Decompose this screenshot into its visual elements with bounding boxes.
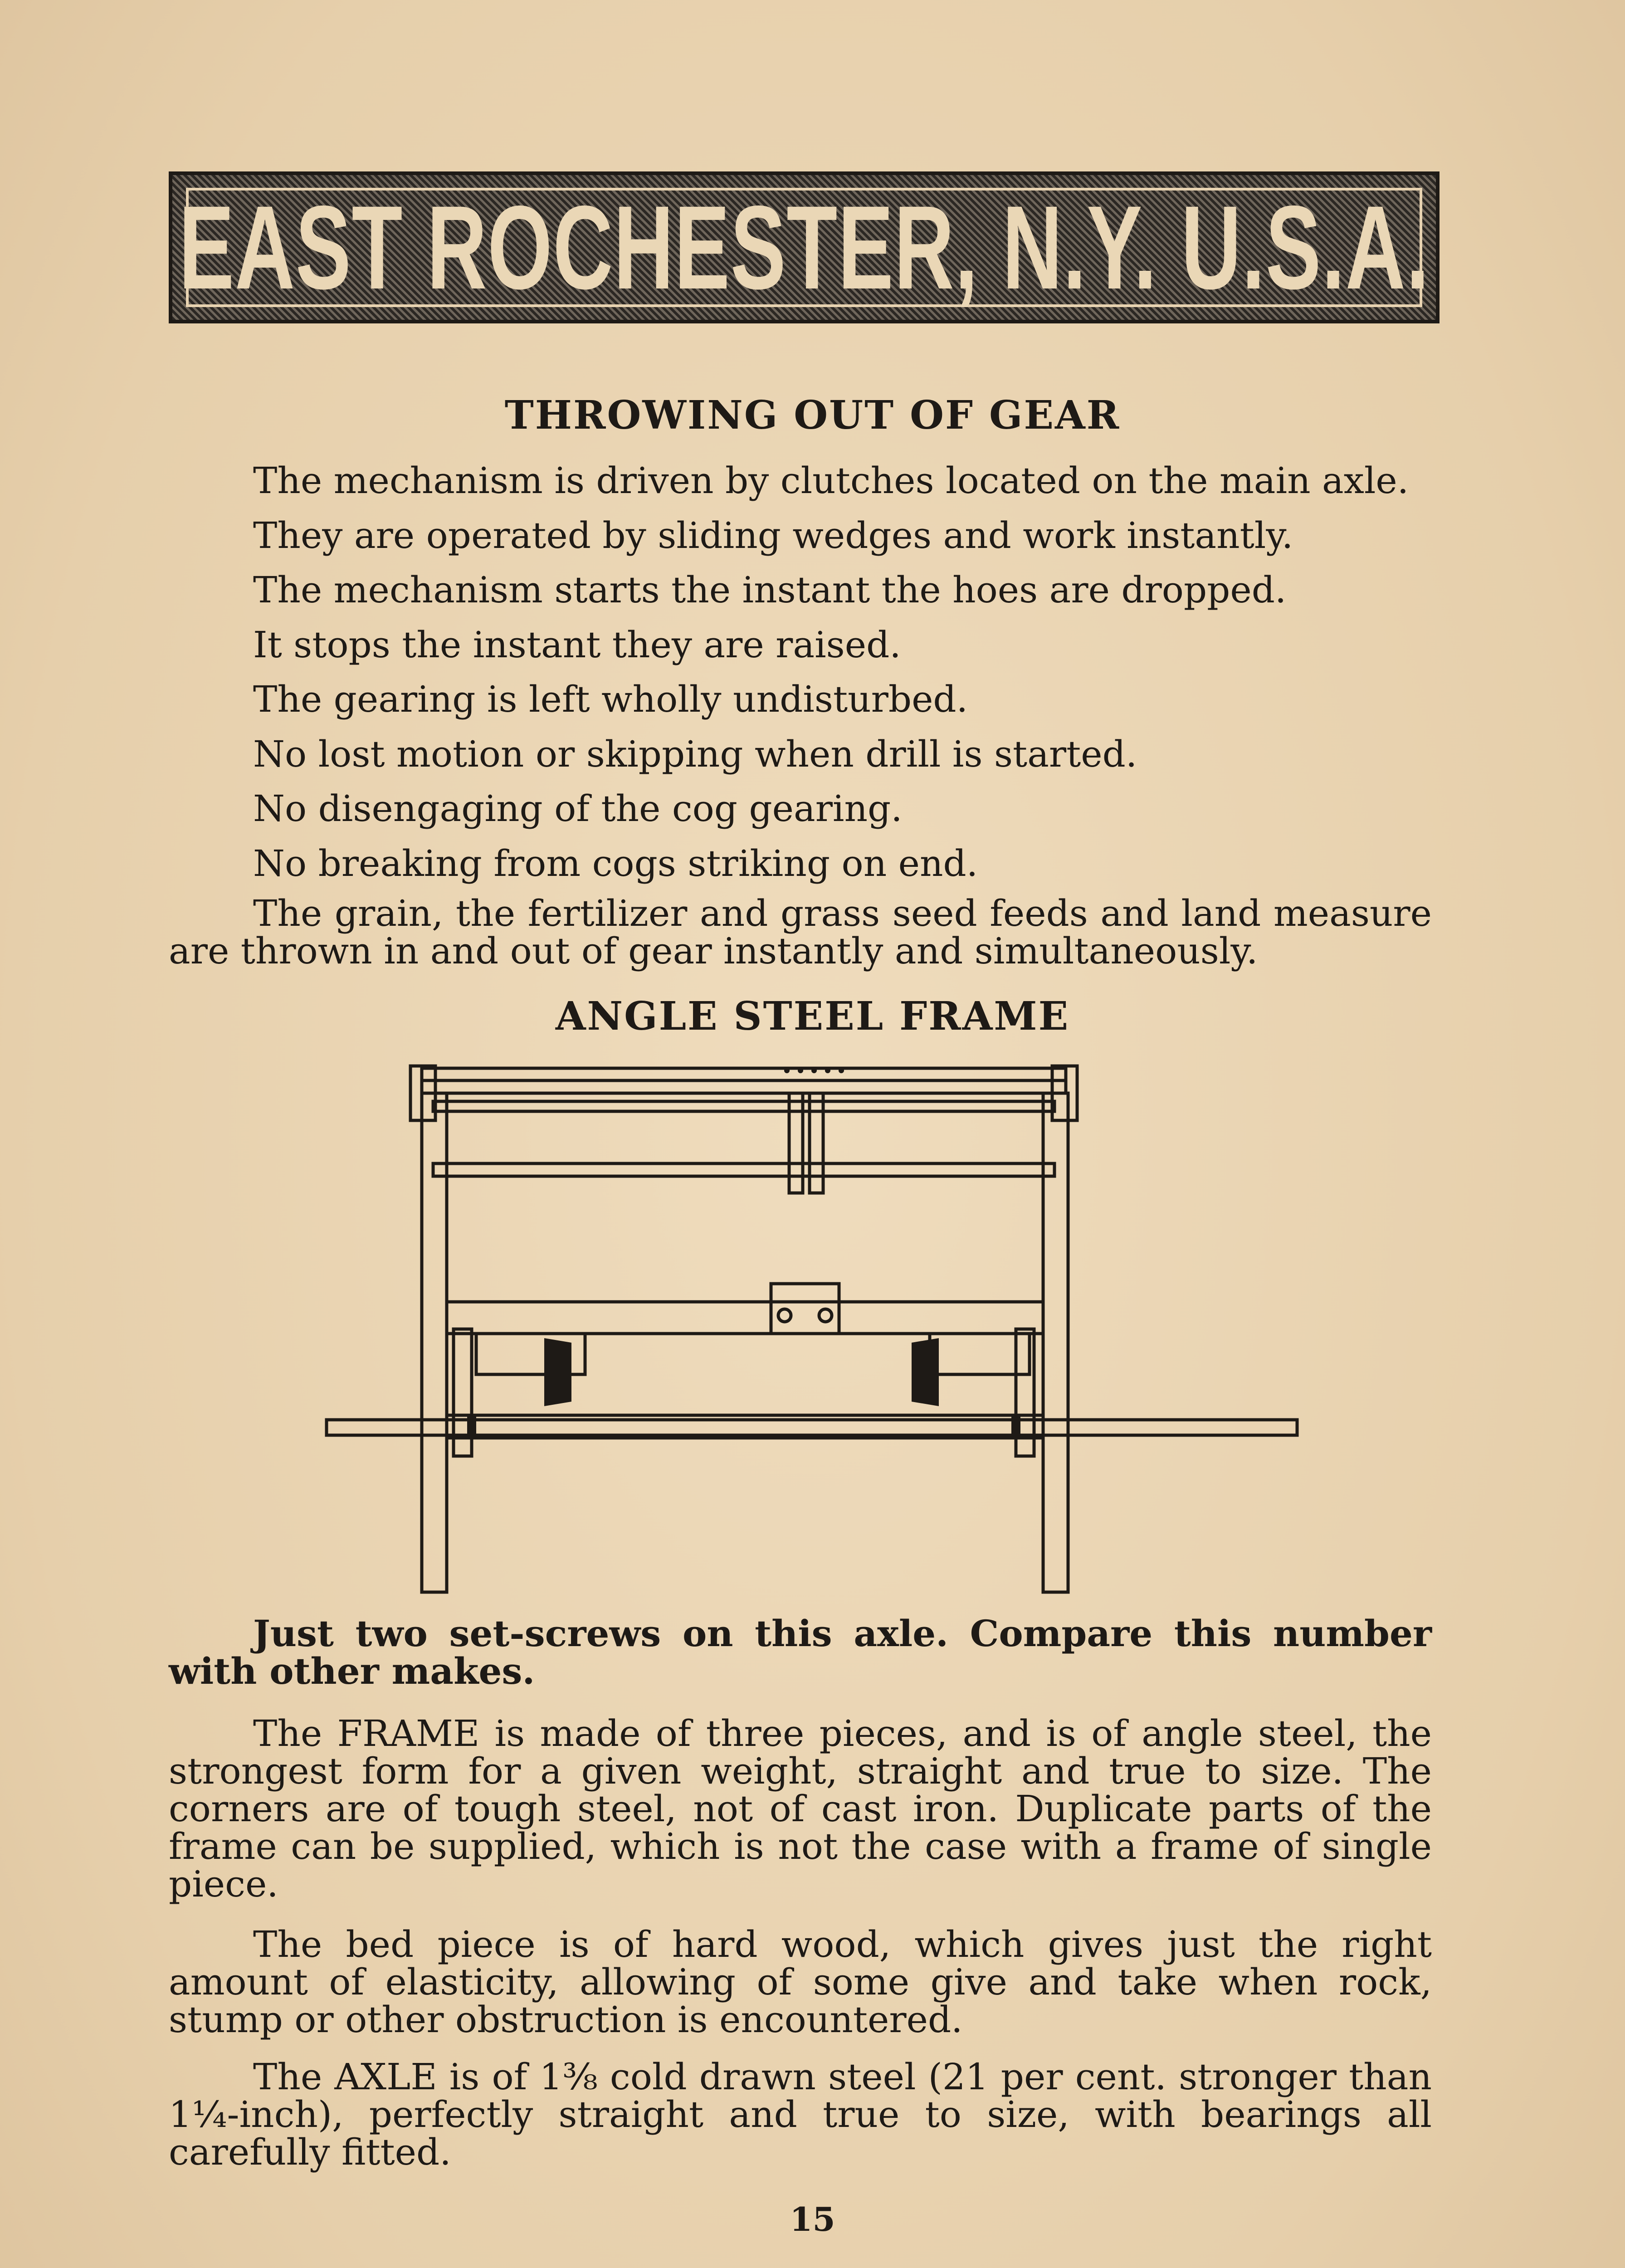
feature-line: No lost motion or skipping when drill is started. (253, 733, 1137, 775)
header-banner (169, 171, 1440, 323)
paragraph-bed-piece: The bed piece is of hard wood, which gives just the right amount of elasticity, allowing of some give and take when rock, stump or other obstruction is encountered. (169, 1923, 1432, 2041)
page-number: 15 (790, 2200, 835, 2239)
figure-caption: Just two set-screws on this axle. Compare this number with other makes. (169, 1612, 1432, 1692)
bevel-gear-left (544, 1338, 571, 1406)
feature-line: No breaking from cogs striking on end. (253, 842, 978, 885)
feature-line: The gearing is left wholly undisturbed. (253, 678, 968, 720)
bevel-gear-right (912, 1338, 939, 1406)
middle-bar (433, 1163, 1054, 1176)
feature-line: The mechanism starts the instant the hoes are dropped. (253, 569, 1287, 611)
feature-line: No disengaging of the cog gearing. (253, 787, 903, 830)
paragraph-frame: The FRAME is made of three pieces, and is of angle steel, the strongest form for a given weight, straight and true to size. The corners are of tough steel, not of cast iron. Duplicate parts of the frame can be supplied, which is not the case with a frame of single piece. (169, 1712, 1432, 1905)
paragraph-grain-feeds: The grain, the fertilizer and grass seed feeds and land measure are thrown in and out of gear instantly and simultaneously. (169, 892, 1432, 972)
angle-steel-frame-figure (317, 1048, 1306, 1606)
feature-lines (253, 454, 1478, 891)
frame-drawing (317, 1048, 1306, 1606)
banner-text: EAST ROCHESTER, N.Y. U.S.A. (178, 181, 1430, 314)
feature-line: The mechanism is driven by clutches located on the main axle. (253, 459, 1409, 502)
section-heading-angle-steel-frame: ANGLE STEEL FRAME (555, 993, 1070, 1039)
section-heading-throwing-out-of-gear: THROWING OUT OF GEAR (504, 392, 1121, 438)
paragraph-axle: The AXLE is of 1⅜ cold drawn steel (21 per cent. stronger than 1¼-inch), perfectly straight and true to size, with bearings all carefully fitted. (169, 2056, 1432, 2173)
feature-line: They are operated by sliding wedges and work instantly. (253, 514, 1293, 557)
lower-frame (447, 1302, 1043, 1334)
feature-line: It stops the instant they are raised. (253, 623, 901, 666)
